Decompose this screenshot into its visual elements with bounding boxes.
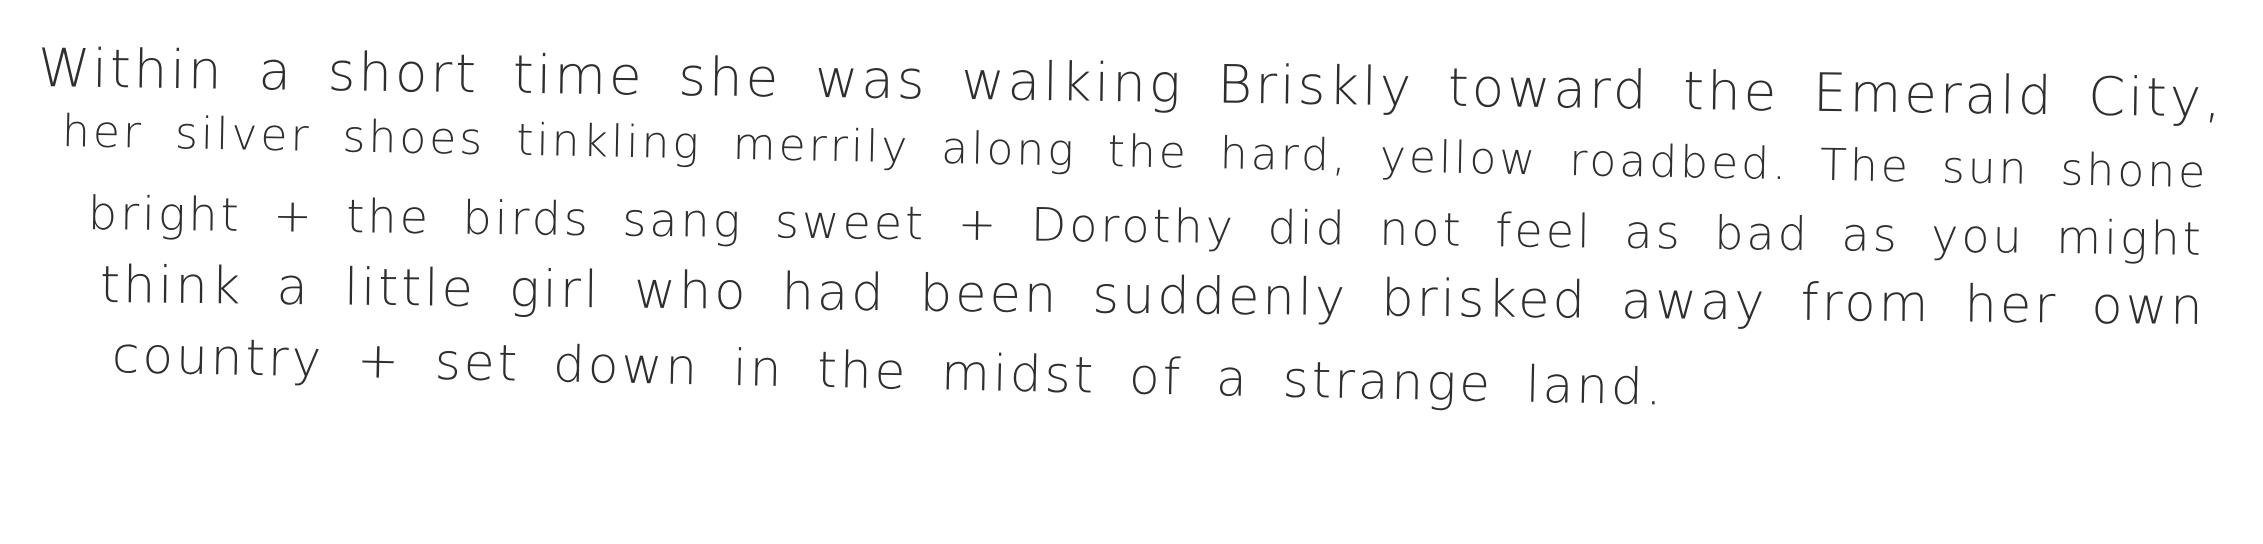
- handwritten-line-4: think a little girl who had been suddenly brisked away from her own: [99, 256, 2206, 338]
- handwritten-line-3: bright + the birds sang sweet + Dorothy did not feel as bad as you might: [87, 186, 2205, 266]
- handwritten-line-5: country + set down in the midst of a strange land.: [111, 326, 1666, 417]
- handwritten-line-2: her silver shoes tinkling merrily along the hard, yellow roadbed. The sun shone: [61, 106, 2209, 199]
- handwritten-line-1: Within a short time she was walking Briskly toward the Emerald City,: [37, 38, 2225, 130]
